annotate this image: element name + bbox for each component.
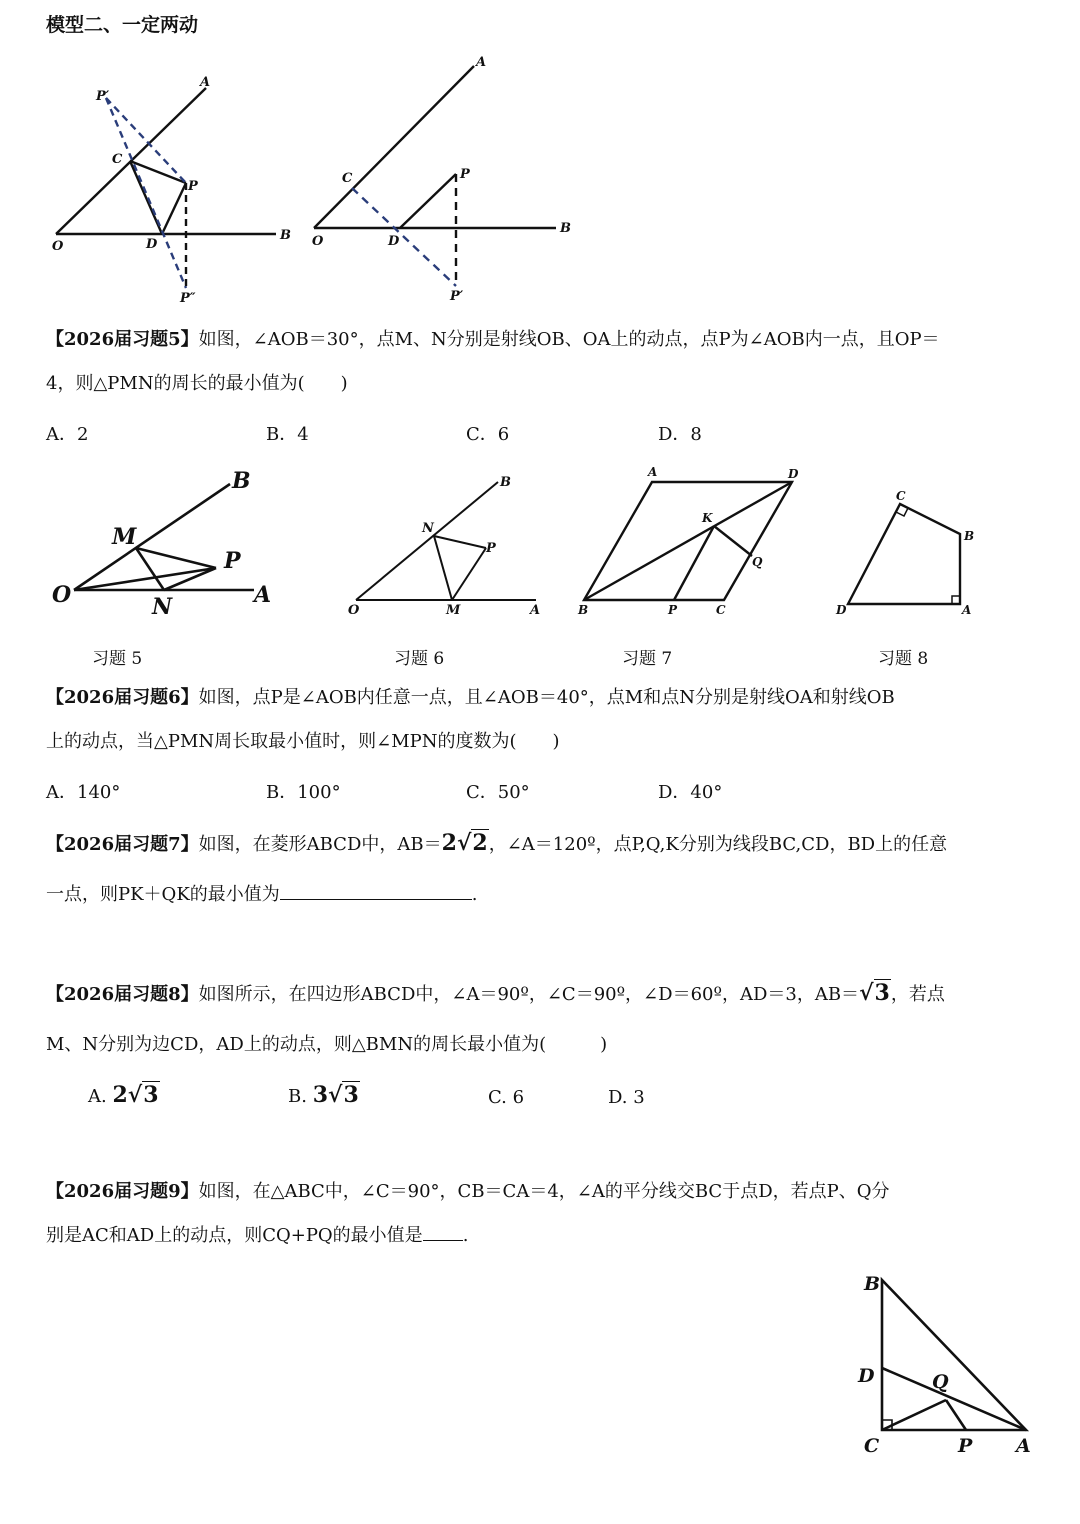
fig-top-left-labels [52, 75, 291, 306]
q8-option-b: B. 3√3 [288, 1082, 359, 1108]
q8-tag: 【2026届习题8】 [46, 984, 199, 1005]
label-P-prime: P′ [450, 289, 464, 304]
label-A: A [962, 603, 972, 617]
q5-line2: 4，则△PMN的周长的最小值为( ) [46, 373, 348, 394]
q9-line2: 别是AC和AD上的动点，则CQ+PQ的最小值是 [46, 1225, 423, 1246]
label-P-prime: P′ [96, 89, 110, 104]
caption-fig6: 习题 6 [394, 649, 445, 669]
fig-5 [74, 484, 254, 590]
caption-fig8: 习题 8 [878, 649, 929, 669]
q5-option-b: B．4 [266, 424, 309, 445]
q5-option-d: D．8 [658, 424, 702, 445]
middle-figures [40, 460, 1040, 630]
label-B: B [232, 468, 251, 494]
question-9: 【2026届习题9】如图，在△ABC中，∠C＝90°，CB＝CA＝4，∠A的平分线交BC于点D，若点P、Q分 别是AC和AD上的动点，则CQ+PQ的最小值是 . [46, 1181, 890, 1246]
top-figures [40, 40, 600, 310]
label-A: A [648, 465, 658, 479]
fig-8 [848, 504, 960, 604]
label-Q: Q [752, 555, 763, 569]
fig-8-labels [835, 489, 974, 617]
label-P: P [224, 548, 241, 574]
label-D: D [388, 234, 400, 249]
label-B: B [864, 1273, 881, 1295]
label-A: A [530, 603, 541, 618]
q6-tag: 【2026届习题6】 [46, 687, 199, 708]
label-D: D [836, 603, 847, 617]
label-C: C [716, 603, 726, 617]
fig-6 [356, 482, 536, 600]
q7-line2: 一点，则PK＋QK的最小值为 [46, 884, 280, 905]
label-C: C [112, 152, 123, 167]
label-N: N [422, 521, 434, 536]
q8-line2: M、N分别为边CD，AD上的动点，则△BMN的周长最小值为( ) [46, 1034, 608, 1055]
label-A: A [200, 75, 211, 90]
q5-line1: 如图，∠AOB＝30°，点M、N分别是射线OB、OA上的动点，点P为∠AOB内一点，且OP＝ [198, 329, 940, 350]
label-A: A [476, 55, 487, 70]
label-P: P [486, 541, 496, 556]
label-P: P [188, 179, 198, 194]
q9-tag: 【2026届习题9】 [46, 1181, 199, 1202]
label-C: C [896, 489, 906, 503]
label-D: D [858, 1365, 875, 1387]
q9-line1: 如图，在△ABC中，∠C＝90°，CB＝CA＝4，∠A的平分线交BC于点D，若点P、Q分 [198, 1181, 890, 1202]
q6-option-a: A．140° [46, 782, 121, 803]
label-O: O [348, 603, 360, 618]
label-B: B [560, 221, 571, 236]
q6-line1: 如图，点P是∠AOB内任意一点，且∠AOB＝40°，点M和点N分别是射线OA和射线OB [198, 687, 895, 708]
label-B: B [964, 529, 975, 543]
label-K: K [702, 511, 713, 525]
q5-tag: 【2026届习题5】 [46, 329, 199, 350]
label-O: O [52, 239, 64, 254]
q8-sqrt: √3 [859, 980, 890, 1006]
q8-option-a: A. 2√3 [88, 1082, 159, 1108]
label-O: O [312, 234, 324, 249]
label-C: C [864, 1435, 880, 1457]
label-A: A [254, 582, 272, 608]
fig-9 [850, 1264, 1050, 1464]
q8-option-c: C. 6 [488, 1087, 525, 1108]
label-M: M [112, 524, 137, 550]
q9-answer-blank [423, 1222, 463, 1241]
label-C: C [342, 171, 353, 186]
question-8 [46, 968, 1036, 1070]
label-P: P [460, 167, 470, 182]
label-P-double-prime: P″ [180, 291, 196, 306]
label-D: D [146, 237, 158, 252]
fig-top-left [56, 88, 276, 288]
fig-top-right-labels [312, 55, 571, 304]
q5-option-c: C．6 [466, 424, 510, 445]
caption-fig5: 习题 5 [92, 649, 143, 669]
q6-option-c: C．50° [466, 782, 530, 803]
q8-line1b: ，若点 [890, 984, 945, 1005]
q6-option-b: B．100° [266, 782, 341, 803]
label-Q: Q [932, 1371, 949, 1393]
caption-fig7: 习题 7 [622, 649, 673, 669]
question-7: 【2026届习题7】如图，在菱形ABCD中，AB＝2√2，∠A＝120º，点P,Q,K分别为线段BC,CD，BD上的任意 一点，则PK＋QK的最小值为 . [46, 830, 948, 905]
fig-5-labels [52, 468, 271, 620]
q8-option-d: D. 3 [608, 1087, 645, 1108]
question-6 [46, 676, 1036, 764]
q7-answer-blank [280, 881, 472, 900]
q7-line1b: ，∠A＝120º，点P,Q,K分别为线段BC,CD，BD上的任意 [488, 834, 948, 855]
label-P: P [668, 603, 678, 617]
q7-line1a: 如图，在菱形ABCD中，AB＝ [198, 834, 442, 855]
fig-6-labels [348, 475, 540, 618]
label-P: P [958, 1435, 973, 1457]
q6-line2: 上的动点，当△PMN周长取最小值时，则∠MPN的度数为( ) [46, 731, 560, 752]
label-B: B [280, 228, 291, 243]
section-title: 模型二、一定两动 [46, 14, 199, 36]
label-B: B [578, 603, 589, 617]
q6-option-d: D．40° [658, 782, 723, 803]
label-N: N [152, 594, 173, 620]
label-M: M [446, 603, 461, 618]
label-O: O [52, 582, 72, 608]
q7-tag: 【2026届习题7】 [46, 834, 199, 855]
label-A: A [1016, 1435, 1031, 1457]
q5-option-a: A．2 [46, 424, 89, 445]
label-D: D [788, 467, 799, 481]
label-B: B [500, 475, 511, 490]
q7-sqrt: 2√2 [441, 830, 488, 856]
q8-line1a: 如图所示，在四边形ABCD中，∠A＝90º，∠C＝90º，∠D＝60º，AD＝3，AB＝ [198, 984, 860, 1005]
question-5 [46, 318, 1036, 406]
fig-7 [584, 482, 792, 600]
